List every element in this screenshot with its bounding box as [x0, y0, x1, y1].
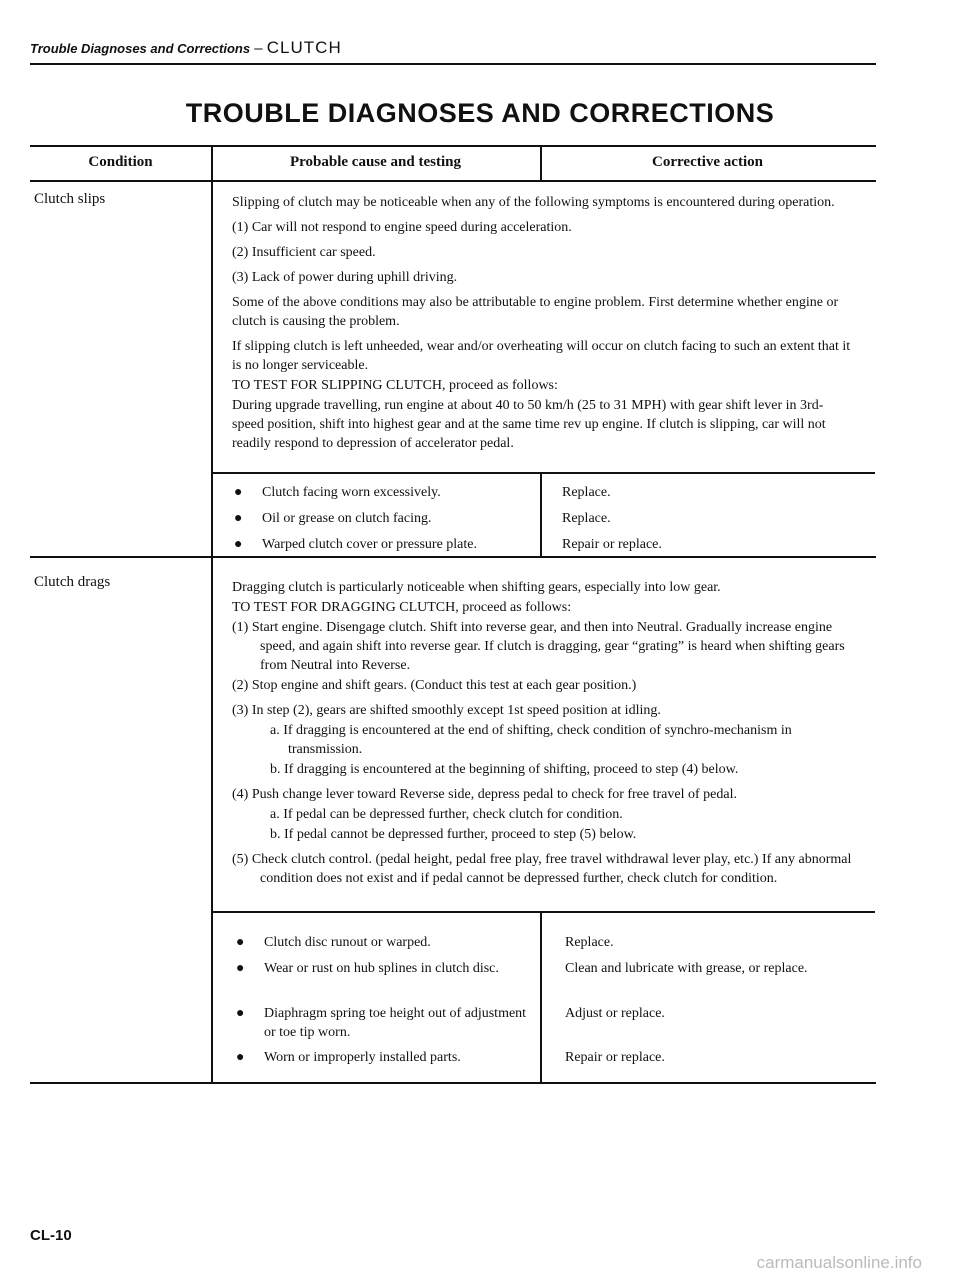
slips-para: Some of the above conditions may also be attributable to engine problem. First determine whether engine or clutch is causing the problem. [232, 295, 839, 329]
slips-cause-item: ● Clutch facing worn excessively. [234, 485, 441, 500]
drags-cause-item: ● Wear or rust on hub splines in clutch disc. [236, 961, 499, 976]
running-header [30, 38, 342, 58]
drags-substep: b. If dragging is encountered at the beginning of shifting, proceed to step (4) below. [270, 762, 739, 777]
cause-text: Oil or grease on clutch facing. [262, 511, 432, 526]
drags-substep: a. If pedal can be depressed further, check clutch for condition. [270, 807, 623, 822]
cause-text: Warped clutch cover or pressure plate. [262, 537, 477, 552]
drags-test-heading: TO TEST FOR DRAGGING CLUTCH, proceed as follows: [232, 600, 572, 615]
cause-text: Clutch disc runout or warped. [264, 935, 431, 950]
drags-action: Clean and lubricate with grease, or replace. [565, 961, 808, 976]
slips-symptom: (1) Car will not respond to engine speed during acceleration. [232, 220, 572, 235]
header-rule [30, 63, 876, 65]
slips-action: Repair or replace. [562, 537, 662, 552]
drags-cause-item: ● Worn or improperly installed parts. [236, 1050, 461, 1065]
section-rule [30, 556, 876, 558]
col-condition: Condition [88, 154, 153, 170]
slips-test-heading: TO TEST FOR SLIPPING CLUTCH, proceed as follows: [232, 378, 558, 393]
drags-step: (4) Push change lever toward Reverse side, depress pedal to check for free travel of pedal. [232, 787, 737, 802]
slips-description [232, 193, 852, 459]
col-action: Corrective action [652, 154, 763, 170]
drags-action: Replace. [565, 935, 614, 950]
drags-step: (3) In step (2), gears are shifted smoothly except 1st speed position at idling. [232, 703, 661, 718]
cause-text: Wear or rust on hub splines in clutch disc. [264, 961, 499, 976]
slips-cause-item: ● Warped clutch cover or pressure plate. [234, 537, 477, 552]
header-section: Trouble Diagnoses and Corrections [30, 41, 251, 56]
table-head-rule [30, 180, 876, 182]
slips-para: If slipping clutch is left unheeded, wear and/or overheating will occur on clutch facing to such an extent that it is no longer serviceable. [232, 339, 851, 373]
page-number: CL-10 [30, 1227, 72, 1244]
condition-clutch-drags: Clutch drags [34, 574, 111, 590]
slips-cause-divider [540, 473, 542, 556]
cause-text: Clutch facing worn excessively. [262, 485, 441, 500]
drags-cause-divider [540, 912, 542, 1083]
drags-step: (5) Check clutch control. (pedal height, pedal free play, free travel withdrawal lever play, etc.) If any abnormal condition does not exist and if pedal cannot be depressed further, check clutch for condition. [232, 852, 852, 886]
slips-symptom: (3) Lack of power during uphill driving. [232, 270, 458, 285]
slips-cause-rule [211, 472, 875, 474]
drags-substep: b. If pedal cannot be depressed further, proceed to step (5) below. [270, 827, 637, 842]
col-cause: Probable cause and testing [290, 154, 461, 170]
table-top-rule [30, 145, 876, 147]
condition-clutch-slips: Clutch slips [34, 191, 106, 207]
drags-action: Repair or replace. [565, 1050, 665, 1065]
drags-cause-item: ● Diaphragm spring toe height out of adjustment or toe tip worn. [236, 1006, 527, 1040]
cause-text: Diaphragm spring toe height out of adjustment or toe tip worn. [264, 1006, 527, 1040]
drags-cause-item: ● Clutch disc runout or warped. [236, 935, 431, 950]
slips-action: Replace. [562, 485, 611, 500]
slips-symptom: (2) Insufficient car speed. [232, 245, 376, 260]
drags-action: Adjust or replace. [565, 1006, 665, 1021]
header-subject: CLUTCH [266, 38, 342, 57]
drags-description [232, 578, 852, 894]
slips-para: Slipping of clutch may be noticeable when any of the following symptoms is encountered during operation. [232, 195, 835, 210]
column-divider-left [211, 146, 213, 1083]
slips-action: Replace. [562, 511, 611, 526]
slips-test-procedure: During upgrade travelling, run engine at about 40 to 50 km/h (25 to 31 MPH) with gear shift lever in 3rd-speed position, shift into highest gear and at the same time rev up engine. If clutch is slipping, car will not readily respond to depression of accelerator pedal. [232, 398, 826, 451]
drags-step: (2) Stop engine and shift gears. (Conduct this test at each gear position.) [232, 678, 637, 693]
drags-substep: a. If dragging is encountered at the end of shifting, check condition of synchro-mechanism in transmission. [270, 723, 792, 757]
drags-step: (1) Start engine. Disengage clutch. Shift into reverse gear, and then into Neutral. Gradually increase engine speed, and again shift into reverse gear. If clutch is dragging, gear “grating” is heard when shifting gears from Neutral into Reverse. [232, 620, 845, 673]
table-bottom-rule [30, 1082, 876, 1084]
page-title: TROUBLE DIAGNOSES AND CORRECTIONS [185, 98, 775, 128]
slips-cause-item: ● Oil or grease on clutch facing. [234, 511, 432, 526]
drags-intro: Dragging clutch is particularly noticeable when shifting gears, especially into low gear. [232, 580, 721, 595]
drags-cause-rule [211, 911, 875, 913]
cause-text: Worn or improperly installed parts. [264, 1050, 461, 1065]
header-separator: – [250, 40, 267, 57]
watermark: carmanualsonline.info [756, 1253, 922, 1272]
